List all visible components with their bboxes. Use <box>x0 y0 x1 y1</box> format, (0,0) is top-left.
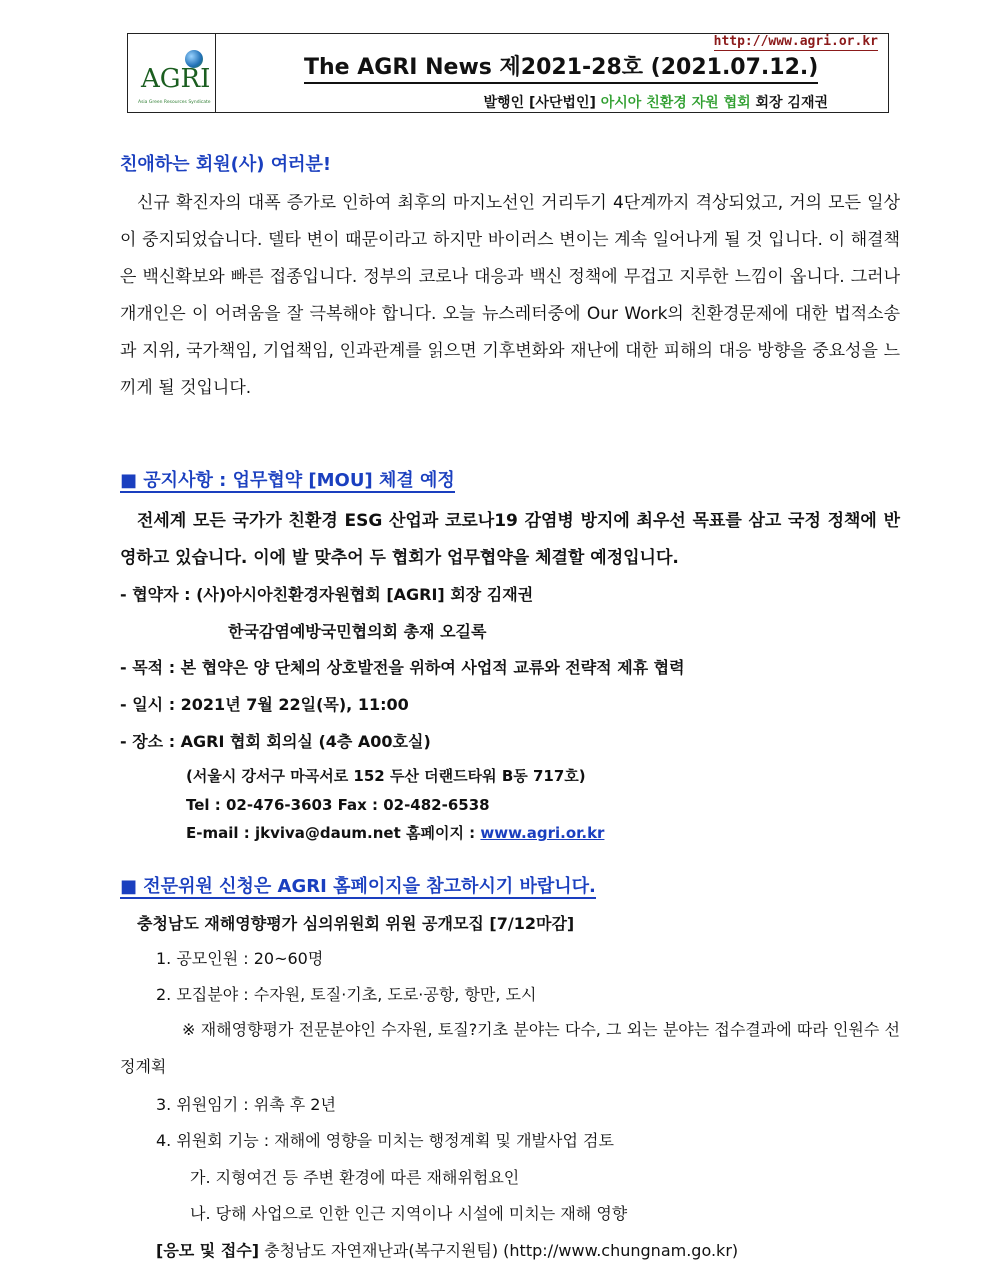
newsletter-title: The AGRI News 제2021-28호 (2021.07.12.) <box>304 54 818 84</box>
square-bullet-icon: ■ <box>120 470 138 491</box>
item-1: 1. 공모인원 : 20~60명 <box>156 949 324 968</box>
apply-label: [응모 및 접수] <box>156 1241 260 1260</box>
apply-text: 충청남도 자연재난과(복구지원팀) (http://www.chungnam.go.kr) <box>259 1241 739 1260</box>
logo <box>128 34 216 112</box>
email-homepage <box>186 822 604 843</box>
experts-section-title <box>120 872 900 898</box>
item-3: 3. 위원임기 : 위촉 후 2년 <box>156 1095 336 1114</box>
party1: - 협약자 : (사)아시아친환경자원협회 [AGRI] 회장 김재권 <box>120 585 534 604</box>
notice-section-title <box>120 466 900 492</box>
square-bullet-icon: ■ <box>120 876 138 897</box>
address: (서울시 강서구 마곡서로 152 두산 더랜드타워 B동 717호) <box>186 767 586 785</box>
homepage-link[interactable]: www.agri.or.kr <box>480 824 605 842</box>
publisher-prefix: 발행인 [사단법인] <box>483 95 601 111</box>
logo-text: AGRI <box>141 64 211 94</box>
notice-title-text: 공지사항 : 업무협약 [MOU] 체결 예정 <box>143 470 455 491</box>
publisher-line <box>484 92 828 112</box>
item-4-a: 가. 지형여건 등 주변 환경에 따른 재해위험요인 <box>190 1168 520 1187</box>
purpose: - 목적 : 본 협약은 양 단체의 상호발전을 위하여 사업적 교류와 전략적 제휴 협력 <box>120 658 685 677</box>
experts-subtitle: 충청남도 재해영향평가 심의위원회 위원 공개모집 [7/12마감] <box>137 914 575 933</box>
publisher-suffix: 회장 김재권 <box>750 95 828 111</box>
party2: 한국감염예방국민협의회 총재 오길록 <box>228 622 487 641</box>
experts-title-text: 전문위원 신청은 AGRI 홈페이지을 참고하시기 바랍니다. <box>143 876 596 897</box>
date: - 일시 : 2021년 7월 22일(목), 11:00 <box>120 695 409 714</box>
newsletter-header <box>127 33 889 113</box>
item-4: 4. 위원회 기능 : 재해에 영향을 미치는 행정계획 및 개발사업 검토 <box>156 1131 614 1150</box>
email-prefix: E-mail : jkviva@daum.net 홈페이지 : <box>186 824 481 842</box>
item-4-b: 나. 당해 사업으로 인한 인근 지역이나 시설에 미치는 재해 영향 <box>190 1204 628 1223</box>
logo-subtitle: Asia Green Resources Syndicate <box>138 100 211 105</box>
intro-paragraph: 신규 확진자의 대폭 증가로 인하여 최후의 마지노선인 거리두기 4단계까지 격상되었고, 거의 모든 일상이 중지되었습니다. 델타 변이 때문이라고 하지만 바이러스 변이는 계속 일어나게 될 것 입니다. 이 해결책은 백신확보와 빠른 접종입니다. 정부의 코로나 대응과 백신 정책에 무겁고 지루한 느낌이 옵니다. 그러나 개개인은 이 어려움을 잘 극복해야 합니다. 오늘 뉴스레터중에 Our Work의 친환경문제에 대한 법적소송과 지위, 국가책임, 기업책임, 인과관계를 읽으면 기후변화와 재난에 대한 피해의 대응 방향을 중요성을 느끼게 될 것입니다. <box>120 193 900 398</box>
apply-line <box>156 1238 738 1261</box>
notice-body: 전세계 모든 국가가 친환경 ESG 산업과 코로나19 감염병 방지에 최우선 목표를 삼고 국정 정책에 반영하고 있습니다. 이에 발 맞추어 두 협회가 업무협약을 체결할 예정입니다. <box>120 511 900 568</box>
place: - 장소 : AGRI 협회 회의실 (4층 A00호실) <box>120 732 431 751</box>
note: ※ 재해영향평가 전문분야인 수자원, 토질?기초 분야는 다수, 그 외는 분야는 접수결과에 따라 인원수 선정계획 <box>120 1020 900 1076</box>
website-url[interactable]: http://www.agri.or.kr <box>713 34 878 49</box>
item-2: 2. 모집분야 : 수자원, 토질·기초, 도로·공항, 항만, 도시 <box>156 985 537 1004</box>
tel-fax: Tel : 02-476-3603 Fax : 02-482-6538 <box>186 796 490 814</box>
publisher-org: 아시아 친환경 자원 협회 <box>600 95 751 111</box>
greeting: 친애하는 회원(사) 여러분! <box>120 154 332 175</box>
